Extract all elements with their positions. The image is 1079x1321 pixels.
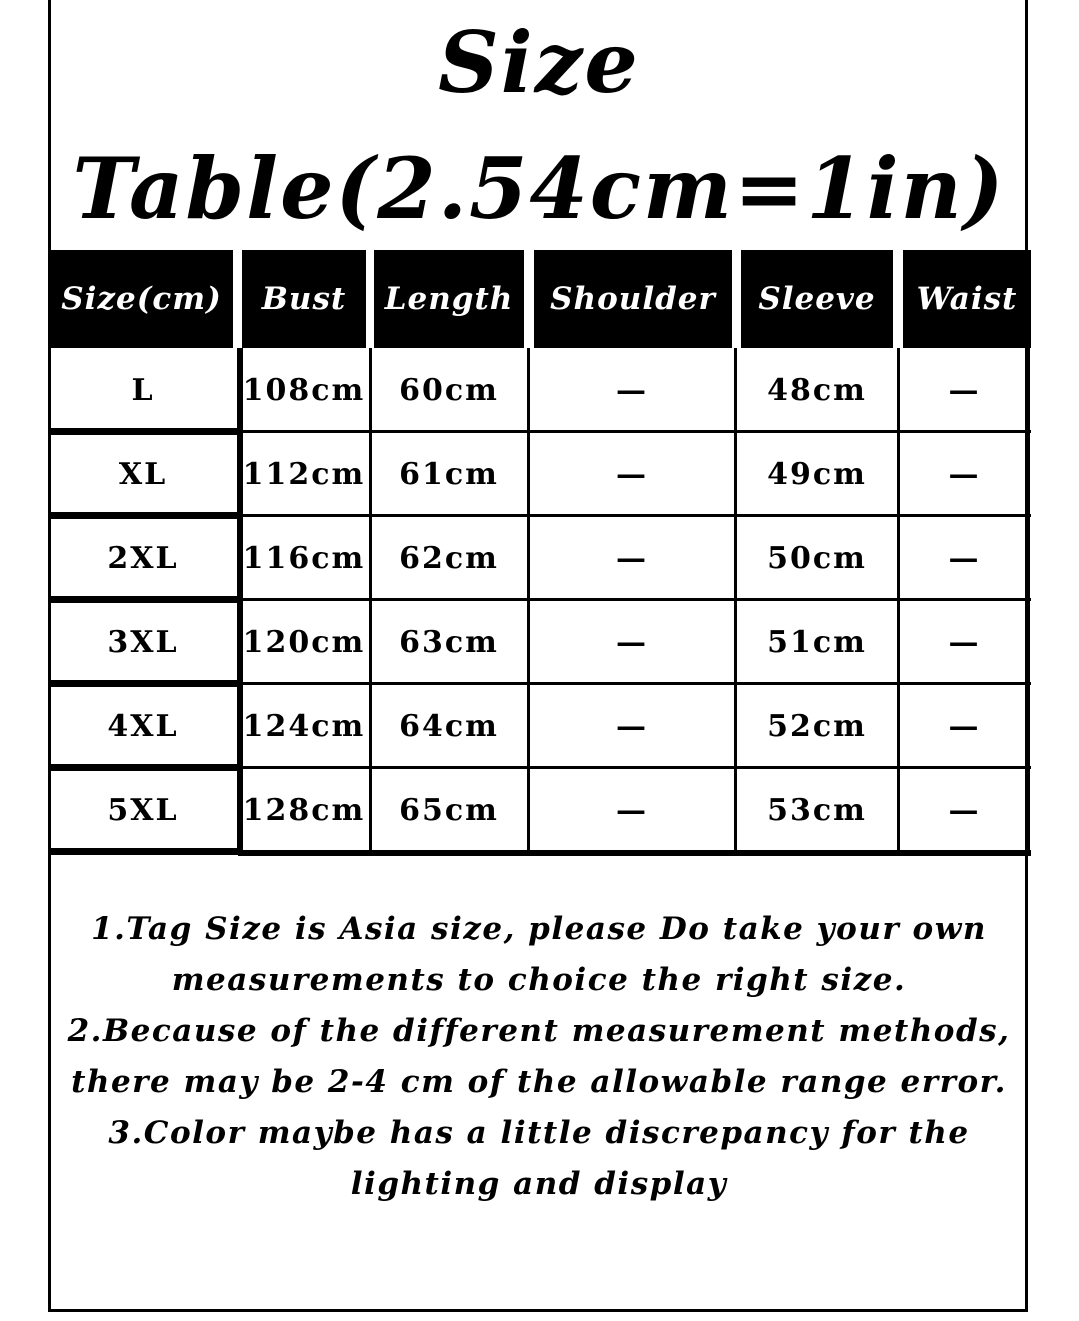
cell-length: 64cm xyxy=(399,708,499,744)
row-divider-thick xyxy=(48,680,238,687)
notes-section xyxy=(51,904,1027,1210)
cell-size: 3XL xyxy=(107,624,179,660)
cell-bust: 124cm xyxy=(242,708,366,744)
cell-waist: — xyxy=(948,624,981,660)
cell-sleeve: 52cm xyxy=(767,708,867,744)
cell-shoulder: — xyxy=(616,372,648,408)
column-divider xyxy=(1027,348,1030,852)
cell-sleeve: 49cm xyxy=(767,456,867,492)
note-3: 3.Color maybe has a little discrepancy for the lighting and display xyxy=(108,1115,970,1202)
cell-shoulder: — xyxy=(616,624,648,660)
cell-size: 2XL xyxy=(107,540,179,576)
column-divider xyxy=(897,348,900,852)
cell-waist: — xyxy=(948,456,981,492)
cell-waist: — xyxy=(948,372,981,408)
row-divider xyxy=(238,682,1031,685)
cell-bust: 120cm xyxy=(242,624,366,660)
title-line-2: Table(2.54cm=1in) xyxy=(72,139,1006,238)
row-divider-thick xyxy=(48,764,238,771)
cell-shoulder: — xyxy=(616,792,648,828)
cell-bust: 128cm xyxy=(242,792,366,828)
cell-sleeve: 51cm xyxy=(767,624,867,660)
cell-size: XL xyxy=(118,456,168,492)
column-divider xyxy=(527,348,530,852)
note-1: 1.Tag Size is Asia size, please Do take your own measurements to choice the right size. xyxy=(91,911,987,998)
cell-shoulder: — xyxy=(616,708,648,744)
cell-shoulder: — xyxy=(616,540,648,576)
column-divider xyxy=(237,348,243,852)
header-bust: Bust xyxy=(242,250,366,348)
row-divider-thick xyxy=(48,596,238,603)
cell-size: 4XL xyxy=(107,708,179,744)
cell-waist: — xyxy=(948,792,981,828)
note-2: 2.Because of the different measurement methods, there may be 2-4 cm of the allowable range error. xyxy=(67,1013,1011,1100)
cell-size: 5XL xyxy=(107,792,179,828)
row-divider-thick xyxy=(48,848,238,855)
size-table xyxy=(48,250,1031,854)
cell-waist: — xyxy=(948,708,981,744)
page-title xyxy=(51,0,1027,252)
row-divider xyxy=(238,514,1031,517)
row-divider xyxy=(238,766,1031,769)
cell-length: 63cm xyxy=(399,624,499,660)
cell-sleeve: 50cm xyxy=(767,540,867,576)
header-size: Size(cm) xyxy=(50,250,233,348)
row-divider xyxy=(238,598,1031,601)
row-divider xyxy=(238,430,1031,433)
header-waist: Waist xyxy=(903,250,1031,348)
column-divider xyxy=(734,348,737,852)
cell-size: L xyxy=(131,372,155,408)
cell-sleeve: 48cm xyxy=(767,372,867,408)
title-line-1: Size xyxy=(438,13,640,112)
row-divider xyxy=(238,850,1031,856)
cell-length: 61cm xyxy=(399,456,499,492)
row-divider-thick xyxy=(48,512,238,519)
cell-bust: 112cm xyxy=(242,456,366,492)
cell-bust: 108cm xyxy=(242,372,366,408)
header-sleeve: Sleeve xyxy=(741,250,893,348)
header-shoulder: Shoulder xyxy=(534,250,732,348)
column-divider xyxy=(369,348,372,852)
cell-sleeve: 53cm xyxy=(767,792,867,828)
header-length: Length xyxy=(374,250,524,348)
cell-length: 62cm xyxy=(399,540,499,576)
cell-shoulder: — xyxy=(616,456,648,492)
cell-length: 65cm xyxy=(399,792,499,828)
row-divider-thick xyxy=(48,428,238,435)
cell-length: 60cm xyxy=(399,372,499,408)
cell-bust: 116cm xyxy=(242,540,366,576)
cell-waist: — xyxy=(948,540,981,576)
